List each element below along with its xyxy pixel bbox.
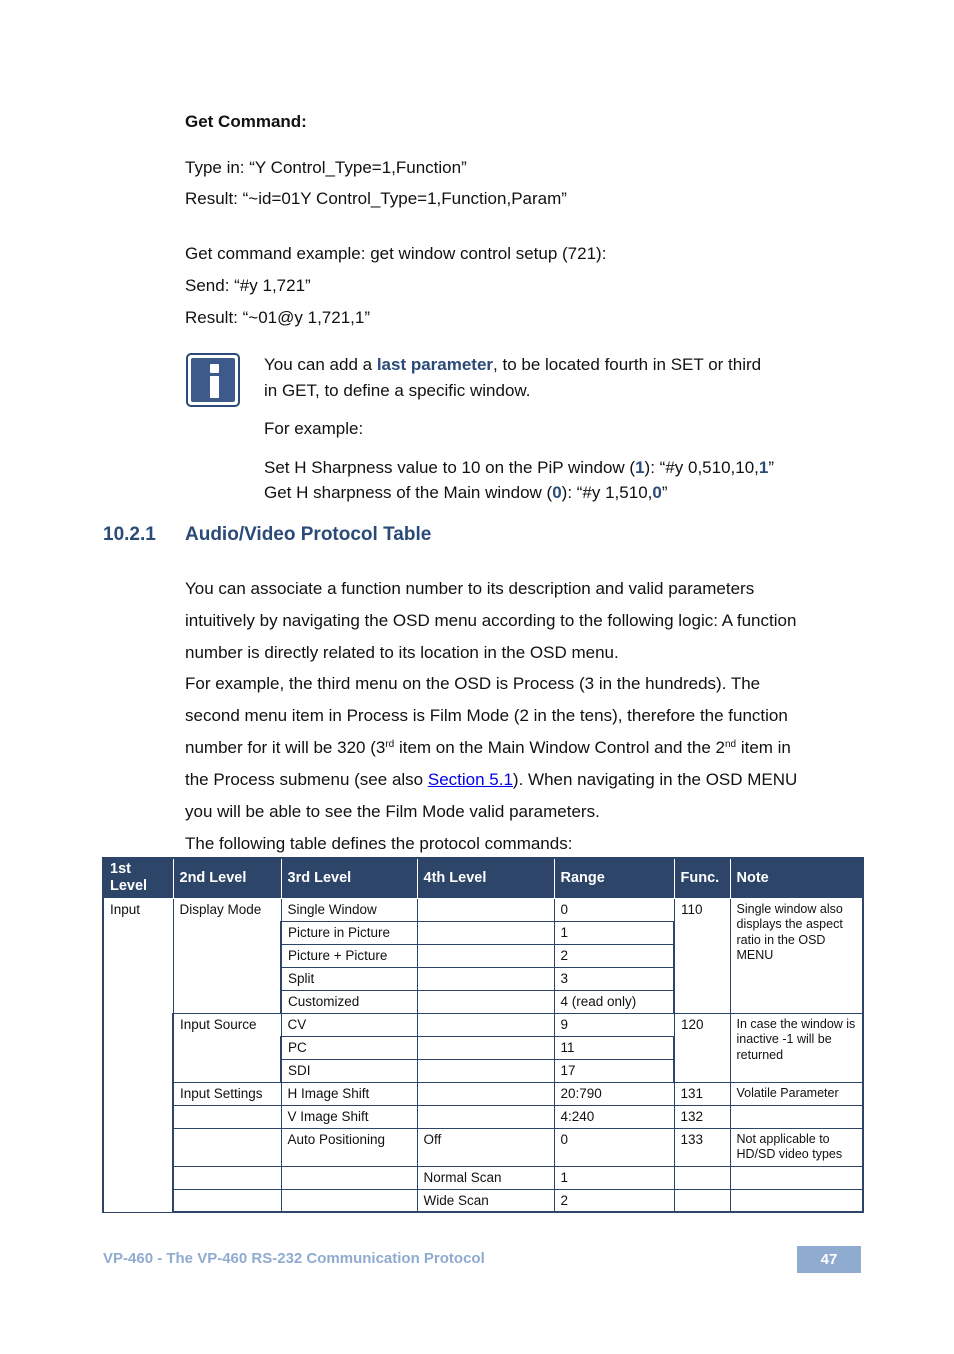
cell-range: 2: [554, 1189, 674, 1212]
body-line-7: [185, 770, 797, 790]
info-note-example-1: [264, 458, 774, 478]
table-header-row: [103, 858, 863, 898]
cell-single-window: Single Window: [281, 898, 417, 921]
body-line-3: number is directly related to its location in the OSD menu.: [185, 643, 619, 662]
cell-h-image-shift: H Image Shift: [281, 1082, 417, 1105]
cell-empty: [674, 1166, 730, 1189]
body-line-9: The following table defines the protocol commands:: [185, 834, 573, 853]
cell-func-120: 120: [674, 1013, 730, 1082]
cell-range: 11: [554, 1036, 674, 1059]
cell-range: 4:240: [554, 1105, 674, 1128]
cell-range: 1: [554, 921, 674, 944]
body-line-2: intuitively by navigating the OSD menu according to the following logic: A function: [185, 611, 797, 630]
cell-pap: Picture + Picture: [281, 944, 417, 967]
cell-range: 0: [554, 1128, 674, 1166]
table-row: [103, 1166, 863, 1189]
cell-wide-scan: Wide Scan: [417, 1189, 554, 1212]
cell-range: 9: [554, 1013, 674, 1036]
info-note-line1: [264, 355, 761, 375]
cell-range: 3: [554, 967, 674, 990]
section-number: 10.2.1: [103, 524, 156, 545]
cell-customized: Customized: [281, 990, 417, 1013]
header-2nd-level: 2nd Level: [173, 858, 281, 898]
header-func: Func.: [674, 858, 730, 898]
info-icon-body: [191, 358, 235, 402]
cell-empty: [730, 1105, 863, 1128]
header-3rd-level: 3rd Level: [281, 858, 417, 898]
ex1-bold-1: 1: [635, 458, 645, 477]
get-example-send: Send: “#y 1,721”: [185, 276, 311, 295]
cell-auto-positioning: Auto Positioning: [281, 1128, 417, 1166]
cell-empty: [173, 1105, 281, 1128]
info-note-line1-pre: You can add a: [264, 355, 377, 374]
body-line-6-b: item on the Main Window Control and the 2: [394, 738, 725, 757]
table-row: [103, 1189, 863, 1212]
ex1-bold-2: 1: [758, 458, 769, 477]
cell-empty: [173, 1128, 281, 1166]
cell-range: 1: [554, 1166, 674, 1189]
cell-range: 20:790: [554, 1082, 674, 1105]
body-line-8: you will be able to see the Film Mode valid parameters.: [185, 802, 600, 821]
ex1-end: ”: [768, 458, 775, 477]
cell-empty: [281, 1166, 417, 1189]
cell-sdi: SDI: [281, 1059, 417, 1082]
cell-level1-input: Input: [103, 898, 173, 1212]
info-icon-dot: [210, 364, 219, 373]
header-range: Range: [554, 858, 674, 898]
cell-empty: [417, 967, 554, 990]
cell-empty: [674, 1189, 730, 1212]
cell-input-settings: Input Settings: [173, 1082, 281, 1105]
ex2-pre: Get H sharpness of the Main window (: [264, 483, 553, 502]
info-icon-stem: [210, 376, 219, 398]
cell-empty: [417, 1013, 554, 1036]
superscript-rd: rd: [385, 739, 395, 750]
cell-note-volatile: Volatile Parameter: [730, 1082, 863, 1105]
cell-empty: [417, 1105, 554, 1128]
info-note-line2: in GET, to define a specific window.: [264, 381, 531, 400]
cell-pc: PC: [281, 1036, 417, 1059]
cell-pip: Picture in Picture: [281, 921, 417, 944]
body-line-7-a: the Process submenu (see also: [185, 770, 428, 789]
table-row: [103, 1105, 863, 1128]
body-line-7-b: ). When navigating in the OSD MENU: [512, 770, 798, 789]
body-line-6: [185, 738, 791, 758]
cell-empty: [417, 1036, 554, 1059]
cell-split: Split: [281, 967, 417, 990]
cell-empty: [173, 1166, 281, 1189]
header-1st-level: 1st Level: [103, 858, 173, 898]
cell-empty: [417, 990, 554, 1013]
get-command-type-in: Type in: “Y Control_Type=1,Function”: [185, 158, 467, 177]
cell-range: 4 (read only): [554, 990, 674, 1013]
cell-range: 17: [554, 1059, 674, 1082]
superscript-nd: nd: [724, 739, 737, 750]
cell-note-inactive: In case the window is inactive -1 will be returned: [730, 1013, 863, 1082]
cell-func-110: 110: [674, 898, 730, 1013]
cell-v-image-shift: V Image Shift: [281, 1105, 417, 1128]
cell-cv: CV: [281, 1013, 417, 1036]
body-line-4: For example, the third menu on the OSD is Process (3 in the hundreds). The: [185, 674, 761, 693]
get-command-result: Result: “~id=01Y Control_Type=1,Function,Param”: [185, 189, 567, 208]
cell-empty: [417, 921, 554, 944]
cell-note-single-window: Single window also displays the aspect ratio in the OSD MENU: [730, 898, 863, 1013]
ex2-end: ”: [661, 483, 668, 502]
cell-empty: [730, 1189, 863, 1212]
ex1-pre: Set H Sharpness value to 10 on the PiP window (: [264, 458, 636, 477]
ex2-bold-2: 0: [652, 483, 662, 502]
body-line-6-c: item in: [736, 738, 791, 757]
body-line-5: second menu item in Process is Film Mode (2 in the tens), therefore the function: [185, 706, 788, 725]
header-note: Note: [730, 858, 863, 898]
cell-normal-scan: Normal Scan: [417, 1166, 554, 1189]
info-icon: [186, 353, 240, 407]
cell-func-132: 132: [674, 1105, 730, 1128]
body-line-6-a: number for it will be 320 (3: [185, 738, 386, 757]
page-number: 47: [797, 1246, 861, 1273]
cell-range: 0: [554, 898, 674, 921]
ex2-bold-1: 0: [552, 483, 562, 502]
info-note-bold-term: last parameter: [376, 355, 494, 374]
cell-range: 2: [554, 944, 674, 967]
section-5-1-link[interactable]: Section 5.1: [427, 770, 513, 789]
protocol-table: [102, 857, 864, 1213]
cell-input-source: Input Source: [173, 1013, 281, 1082]
table-row: [103, 1128, 863, 1166]
ex1-mid: ): “#y 0,510,10,: [644, 458, 759, 477]
table-row: [103, 1013, 863, 1036]
ex2-mid: ): “#y 1,510,: [561, 483, 653, 502]
get-example-result: Result: “~01@y 1,721,1”: [185, 308, 370, 327]
footer-title: VP-460 - The VP-460 RS-232 Communication Protocol: [103, 1250, 485, 1267]
cell-empty: [417, 1059, 554, 1082]
cell-off: Off: [417, 1128, 554, 1166]
get-example-intro: Get command example: get window control setup (721):: [185, 244, 607, 263]
cell-empty: [417, 944, 554, 967]
cell-display-mode: Display Mode: [173, 898, 281, 1013]
get-command-heading: Get Command:: [185, 112, 307, 131]
cell-empty: [173, 1189, 281, 1212]
cell-empty: [417, 898, 554, 921]
body-line-1: You can associate a function number to its description and valid parameters: [185, 579, 755, 598]
header-4th-level: 4th Level: [417, 858, 554, 898]
cell-empty: [281, 1189, 417, 1212]
info-note-line1-post: , to be located fourth in SET or third: [493, 355, 762, 374]
info-note-for-example: For example:: [264, 419, 364, 438]
cell-empty: [730, 1166, 863, 1189]
cell-note-not-applicable: Not applicable to HD/SD video types: [730, 1128, 863, 1166]
table-row: [103, 1082, 863, 1105]
cell-func-131: 131: [674, 1082, 730, 1105]
section-title: Audio/Video Protocol Table: [185, 524, 432, 545]
table-row: [103, 898, 863, 921]
cell-func-133: 133: [674, 1128, 730, 1166]
info-note-example-2: [264, 483, 668, 503]
cell-empty: [417, 1082, 554, 1105]
